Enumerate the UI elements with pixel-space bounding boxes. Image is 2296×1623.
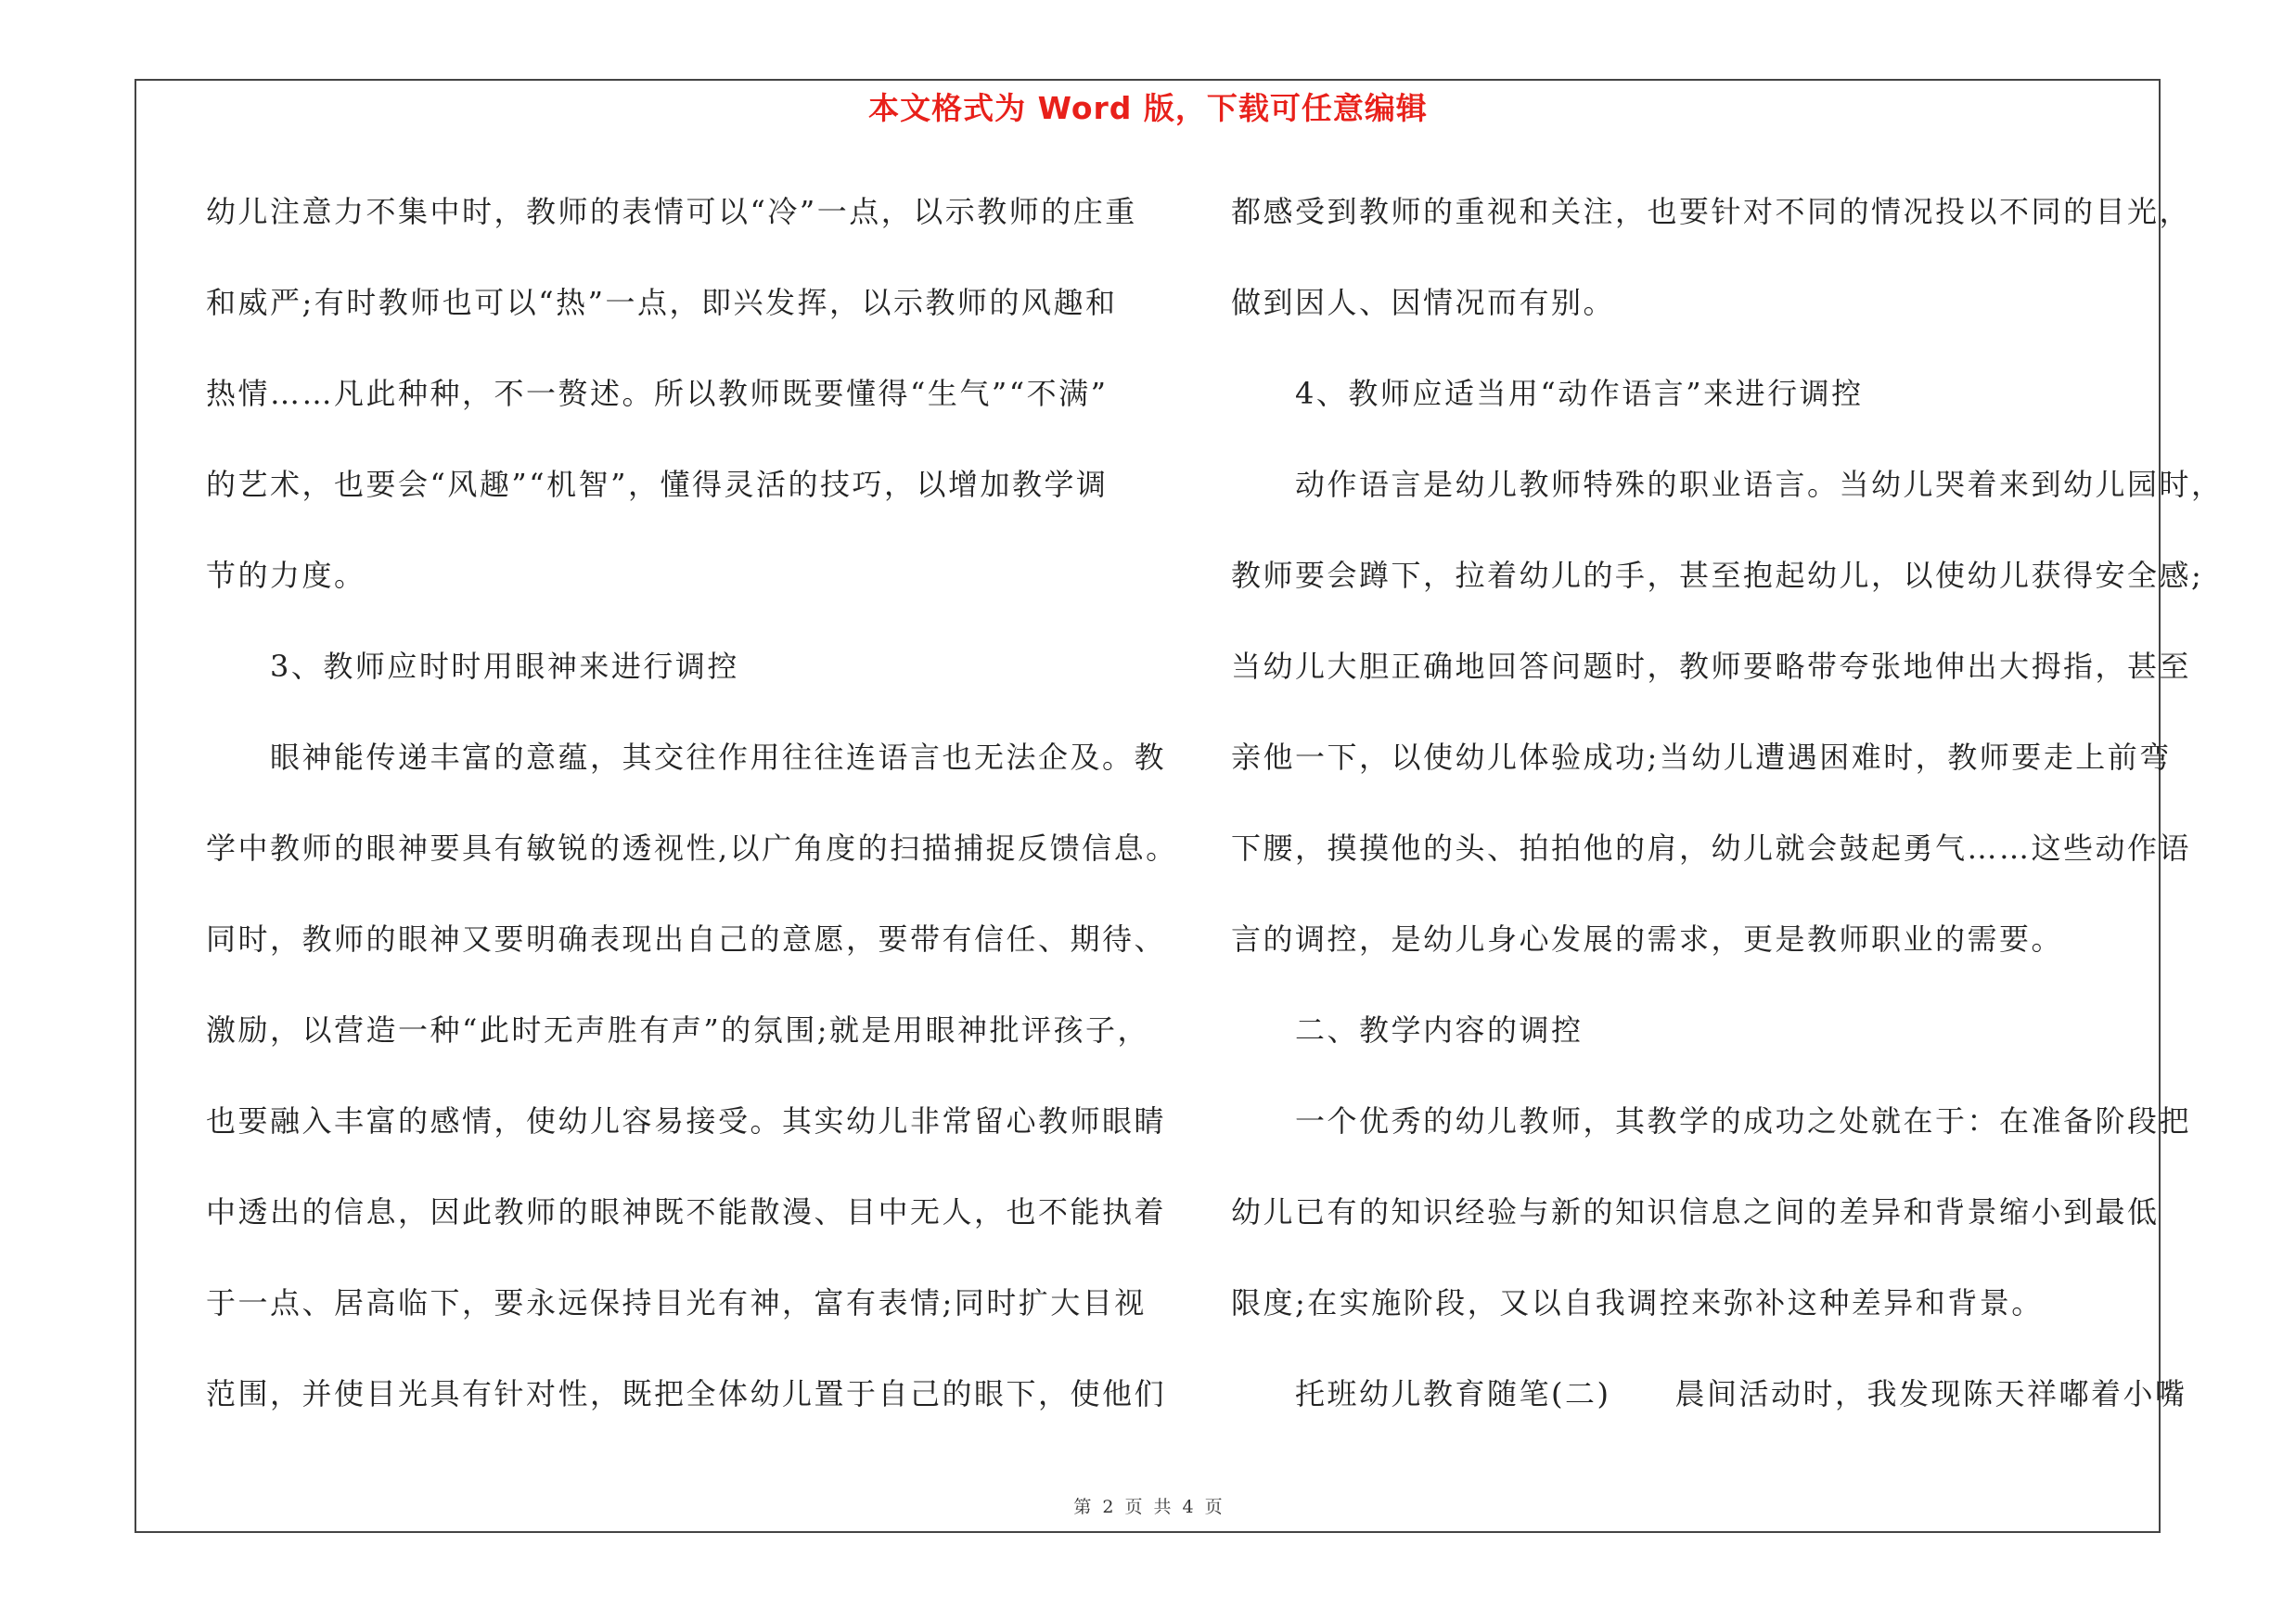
paragraph-line: 眼神能传递丰富的意蕴，其交往作用往往连语言也无法企及。教 bbox=[206, 740, 1167, 775]
paragraph-line: 和威严;有时教师也可以“热”一点，即兴发挥，以示教师的风趣和 bbox=[206, 285, 1118, 320]
paragraph-line: 范围，并使目光具有针对性，既把全体幼儿置于自己的眼下，使他们 bbox=[206, 1376, 1167, 1411]
paragraph-line: 限度;在实施阶段，又以自我调控来弥补这种差异和背景。 bbox=[1231, 1285, 2044, 1320]
paragraph-line: 学中教师的眼神要具有敏锐的透视性,以广角度的扫描捕捉反馈信息。 bbox=[206, 831, 1178, 866]
paragraph-line: 下腰，摸摸他的头、拍拍他的肩，幼儿就会鼓起勇气……这些动作语 bbox=[1231, 831, 2192, 866]
paragraph-line: 热情……凡此种种，不一赘述。所以教师既要懂得“生气”“不满” bbox=[206, 376, 1109, 411]
paragraph-line: 亲他一下，以使幼儿体验成功;当幼儿遭遇困难时，教师要走上前弯 bbox=[1231, 740, 2172, 775]
paragraph-line: 做到因人、因情况而有别。 bbox=[1231, 285, 1616, 320]
paragraph-line: 的艺术，也要会“风趣”“机智”，懂得灵活的技巧，以增加教学调 bbox=[206, 467, 1109, 502]
paragraph-line: 教师要会蹲下，拉着幼儿的手，甚至抱起幼儿，以使幼儿获得安全感; bbox=[1231, 558, 2204, 593]
paragraph-line: 动作语言是幼儿教师特殊的职业语言。当幼儿哭着来到幼儿园时， bbox=[1231, 467, 2224, 502]
page-number: 第 2 页 共 4 页 bbox=[1073, 1497, 1223, 1517]
paragraph-line: 当幼儿大胆正确地回答问题时，教师要略带夸张地伸出大拇指，甚至 bbox=[1231, 649, 2192, 684]
paragraph-line: 一个优秀的幼儿教师，其教学的成功之处就在于：在准备阶段把 bbox=[1231, 1103, 2192, 1139]
paragraph-line: 激励，以营造一种“此时无声胜有声”的氛围;就是用眼神批评孩子， bbox=[206, 1012, 1150, 1048]
right-column bbox=[1231, 179, 2224, 1452]
section-heading: 3、教师应时时用眼神来进行调控 bbox=[206, 649, 739, 684]
paragraph-line: 中透出的信息，因此教师的眼神既不能散漫、目中无人，也不能执着 bbox=[206, 1194, 1167, 1230]
left-column bbox=[206, 179, 1178, 1452]
paragraph-line: 幼儿注意力不集中时，教师的表情可以“冷”一点，以示教师的庄重 bbox=[206, 194, 1137, 229]
paragraph-line: 节的力度。 bbox=[206, 558, 366, 593]
paragraph-line: 于一点、居高临下，要永远保持目光有神，富有表情;同时扩大目视 bbox=[206, 1285, 1147, 1320]
paragraph-line: 也要融入丰富的感情，使幼儿容易接受。其实幼儿非常留心教师眼睛 bbox=[206, 1103, 1167, 1139]
header-title: 本文格式为 Word 版，下载可任意编辑 bbox=[868, 90, 1428, 126]
paragraph-line: 言的调控，是幼儿身心发展的需求，更是教师职业的需要。 bbox=[1231, 921, 2064, 957]
paragraph-line: 同时，教师的眼神又要明确表现出自己的意愿，要带有信任、期待、 bbox=[206, 921, 1167, 957]
paragraph-line: 托班幼儿教育随笔(二) 晨间活动时，我发现陈天祥嘟着小嘴 bbox=[1231, 1376, 2187, 1411]
paragraph-line: 幼儿已有的知识经验与新的知识信息之间的差异和背景缩小到最低 bbox=[1231, 1194, 2160, 1230]
section-heading: 二、教学内容的调控 bbox=[1231, 1012, 1584, 1048]
paragraph-line: 都感受到教师的重视和关注，也要针对不同的情况投以不同的目光， bbox=[1231, 194, 2192, 229]
section-heading: 4、教师应适当用“动作语言”来进行调控 bbox=[1231, 376, 1864, 411]
